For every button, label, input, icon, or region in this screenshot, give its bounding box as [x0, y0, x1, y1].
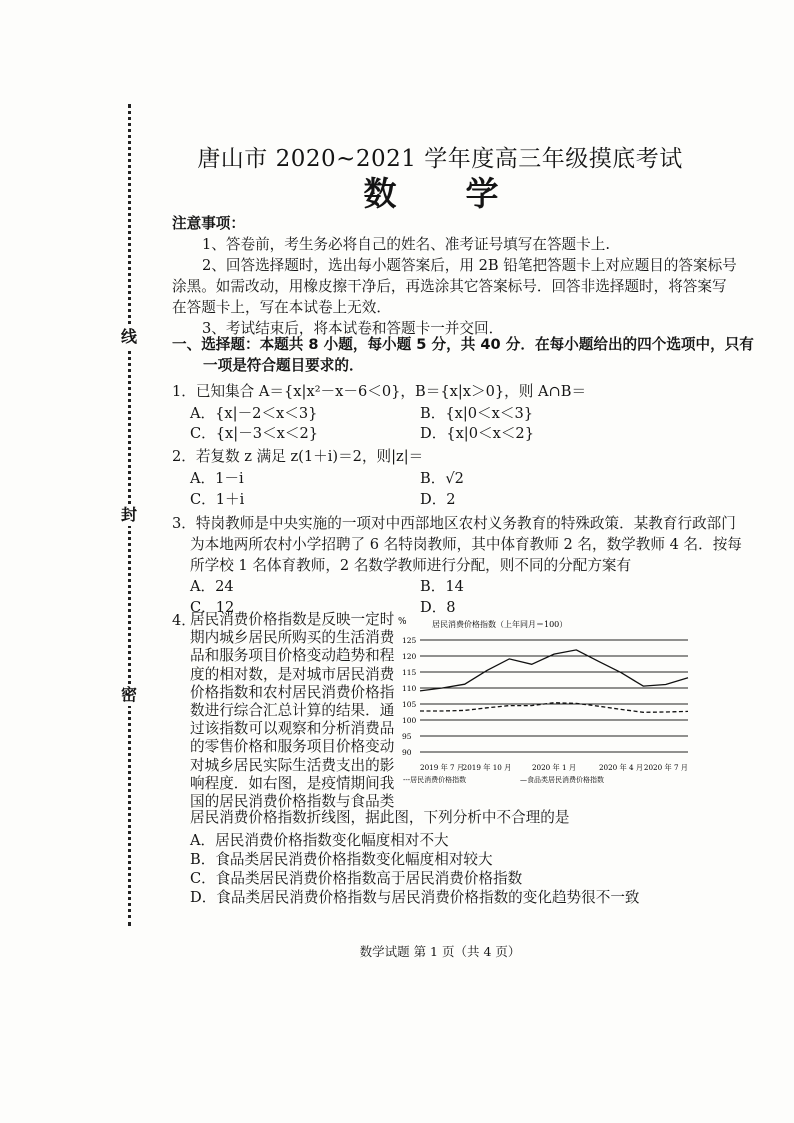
chart-grid	[420, 640, 688, 752]
q1-option-c: C．{x|－3＜x＜2}	[190, 425, 319, 442]
binding-char-mi: 密	[120, 685, 137, 704]
y-tick-label: 95	[402, 732, 412, 741]
q3-stem-line-1: 3．特岗教师是中央实施的一项对中西部地区农村义务教育的特殊政策．某教育行政部门	[172, 515, 736, 532]
q4-number: 4．	[172, 612, 196, 629]
q2-stem: 2．若复数 z 满足 z(1＋i)＝2，则|z|＝	[172, 448, 424, 465]
chart-title: 居民消费价格指数（上年同月＝100）	[432, 620, 568, 629]
q4-line: 国的居民消费价格指数与食品类	[190, 793, 395, 811]
binding-char-xian: 线	[120, 327, 137, 346]
q1-stem: 1．已知集合 A＝{x|x²－x－6＜0}，B＝{x|x＞0}，则 A∩B＝	[172, 383, 587, 400]
y-tick-label: 120	[402, 652, 417, 661]
notice-item-1: 1、答卷前，考生务必将自己的姓名、准考证号填写在答题卡上.	[202, 236, 610, 253]
y-tick-label: 90	[402, 748, 412, 757]
notice-item-3: 3、考试结束后，将本试卷和答题卡一并交回．	[202, 320, 504, 337]
binding-char-feng: 封	[120, 505, 137, 524]
section-heading-line-1: 一、选择题：本题共 8 小题，每小题 5 分，共 40 分．在每小题给出的四个选项中，只有	[172, 336, 754, 353]
x-tick-label: 2020 年 1 月	[531, 763, 577, 772]
chart-y-ticks	[402, 636, 417, 757]
x-tick-label: 2019 年 10 月	[462, 763, 512, 772]
cpi-line-chart	[398, 612, 690, 790]
x-tick-label: 2019 年 7 月	[420, 763, 465, 772]
q4-line: 过该指数可以观察和分析消费品	[190, 720, 395, 738]
q4-option-d: D．食品类居民消费价格指数与居民消费价格指数的变化趋势很不一致	[190, 889, 640, 906]
q4-line: 数进行综合汇总计算的结果．通	[190, 702, 395, 720]
y-tick-label: 110	[402, 684, 417, 693]
q3-stem-line-2: 为本地两所农村小学招聘了 6 名特岗教师，其中体育教师 2 名，数学教师 4 名．按每	[190, 536, 742, 553]
q2-option-b: B．√2	[420, 470, 464, 487]
legend-cpi: ---居民消费价格指数	[403, 776, 467, 784]
q4-line: 居民消费价格指数是反映一定时	[190, 611, 395, 628]
q3-option-a: A．24	[190, 578, 234, 595]
x-tick-label: 2020 年 4 月	[598, 763, 644, 772]
q4-line: 品和服务项目价格变动趋势和程	[190, 647, 395, 665]
q3-option-b: B．14	[420, 578, 464, 595]
q4-text-column	[190, 611, 398, 811]
q1-option-d: D．{x|0＜x＜2}	[420, 425, 534, 442]
y-tick-label: 105	[402, 700, 417, 709]
y-tick-label: 125	[402, 636, 417, 645]
page-footer: 数学试题 第 1 页（共 4 页）	[359, 944, 521, 959]
chart-series	[420, 650, 688, 712]
q2-option-c: C．1＋i	[190, 491, 245, 508]
q3-option-d: D．8	[420, 599, 456, 616]
legend-food-cpi: —食品类居民消费价格指数	[520, 776, 604, 784]
q4-line: 的零售价格和服务项目价格变动	[190, 738, 395, 756]
subject-title: 数 学	[363, 174, 517, 213]
exam-title: 唐山市 2020~2021 学年度高三年级摸底考试	[197, 146, 683, 172]
x-tick-label: 2020 年 7 月	[643, 763, 688, 772]
q3-stem-line-3: 所学校 1 名体育教师，2 名数学教师进行分配，则不同的分配方案有	[190, 557, 632, 574]
chart-x-ticks	[420, 763, 688, 772]
notice-item-2-line-3: 在答题卡上，写在本试卷上无效．	[172, 299, 391, 316]
q4-option-a: A．居民消费价格指数变化幅度相对不大	[190, 832, 449, 849]
q1-option-b: B．{x|0＜x＜3}	[420, 405, 534, 422]
notice-item-2-line-1: 2、回答选择题时，选出每小题答案后，用 2B 铅笔把答题卡上对应题目的答案标号	[202, 257, 737, 274]
q1-option-a: A．{x|－2＜x＜3}	[190, 405, 318, 422]
q4-line: 响程度．如右图，是疫情期间我	[190, 774, 395, 792]
q2-option-d: D．2	[420, 491, 456, 508]
notice-item-2-line-2: 涂黑。如需改动，用橡皮擦干净后，再选涂其它答案标号．回答非选择题时，将答案写	[172, 278, 727, 295]
q2-option-a: A．1－i	[190, 470, 244, 487]
q4-line: 度的相对数，是对城市居民消费	[190, 665, 395, 683]
q4-option-b: B．食品类居民消费价格指数变化幅度相对较大	[190, 851, 493, 868]
chart-unit-label: %	[398, 617, 407, 627]
y-tick-label: 115	[402, 668, 417, 677]
q4-line: 期内城乡居民所购买的生活消费	[190, 629, 395, 647]
q4-line: 价格指数和农村居民消费价格指	[190, 683, 395, 701]
q4-last-line: 居民消费价格指数折线图，据此图，下列分析中不合理的是	[190, 809, 570, 826]
q4-line: 对城乡居民实际生活费支出的影	[190, 756, 395, 774]
y-tick-label: 100	[402, 716, 417, 725]
q4-option-c: C．食品类居民消费价格指数高于居民消费价格指数	[190, 870, 523, 887]
notice-heading: 注意事项：	[172, 215, 245, 232]
q3-option-c: C．12	[190, 599, 235, 616]
section-heading-line-2: 一项是符合题目要求的．	[203, 357, 364, 374]
